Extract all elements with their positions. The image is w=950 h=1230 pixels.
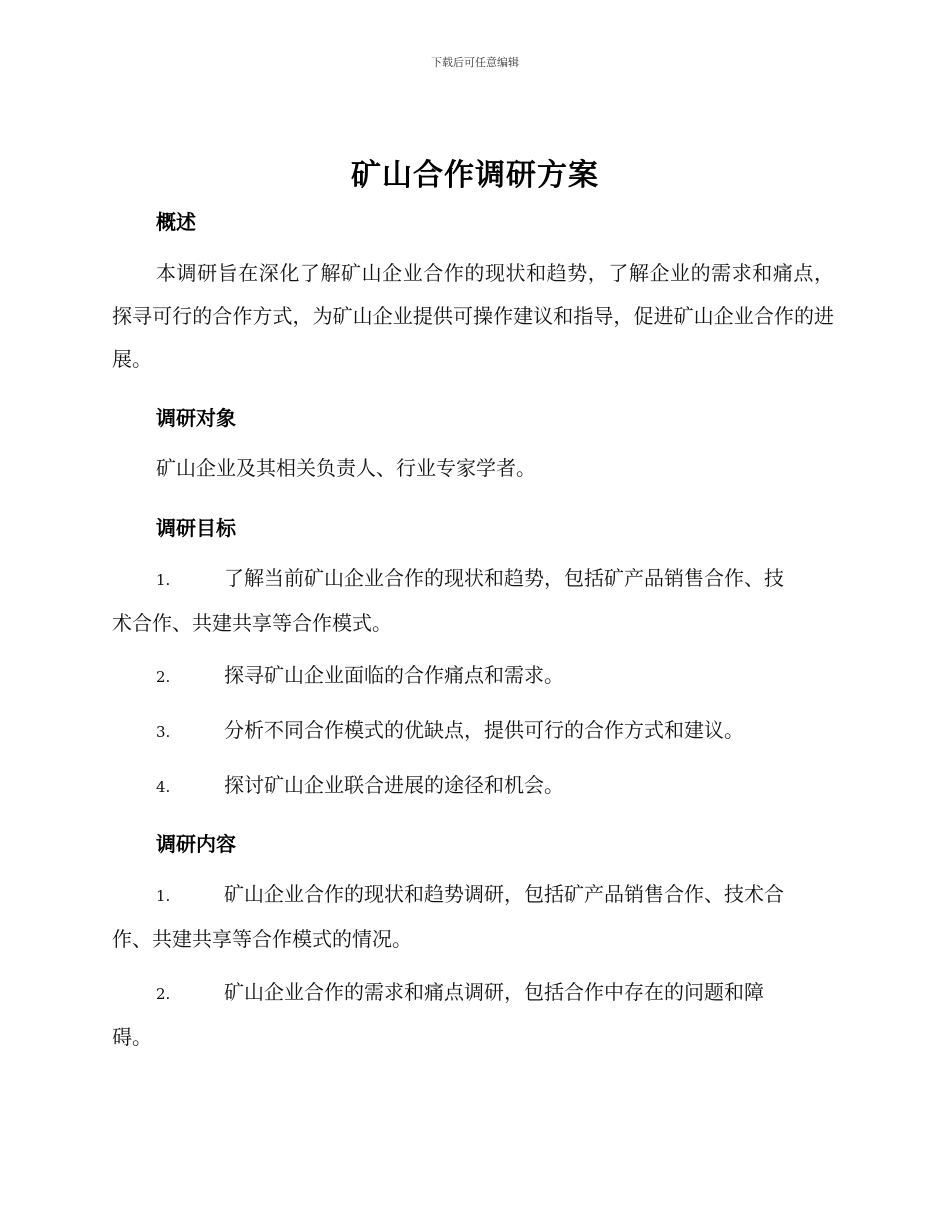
overview-paragraph: 本调研旨在深化了解矿山企业合作的现状和趋势，了解企业的需求和痛点，探寻可行的合作方式，为矿山企业提供可操作建议和指导，促进矿山企业合作的进展。 (112, 261, 834, 371)
goal-item-text: 了解当前矿山企业合作的现状和趋势，包括矿产品销售合作、技 (224, 566, 784, 590)
goal-item-text-continued: 术合作、共建共享等合作模式。 (112, 611, 392, 635)
goal-item-number: 3. (156, 723, 171, 741)
goal-item-number: 2. (156, 668, 171, 686)
content-item-2 (112, 971, 834, 1059)
goal-item-text: 探寻矿山企业面临的合作痛点和需求。 (224, 663, 564, 687)
goal-item-1 (112, 557, 834, 645)
content-item-text-continued: 碍。 (112, 1025, 152, 1049)
goal-item-2 (112, 654, 834, 699)
section-heading-subjects: 调研对象 (156, 406, 236, 430)
content-item-text: 矿山企业合作的需求和痛点调研，包括合作中存在的问题和障 (224, 980, 764, 1004)
section-heading-goals: 调研目标 (156, 516, 236, 540)
subjects-paragraph: 矿山企业及其相关负责人、行业专家学者。 (156, 456, 536, 480)
goal-item-number: 1. (156, 571, 171, 589)
header-note: 下载后可任意编辑 (431, 56, 519, 69)
goal-item-text: 分析不同合作模式的优缺点，提供可行的合作方式和建议。 (224, 718, 744, 742)
content-item-number: 1. (156, 887, 171, 905)
section-heading-overview: 概述 (156, 210, 196, 234)
goal-item-4 (112, 764, 834, 809)
section-heading-content: 调研内容 (156, 832, 236, 856)
goal-item-3 (112, 709, 834, 754)
content-item-text: 矿山企业合作的现状和趋势调研，包括矿产品销售合作、技术合 (224, 882, 784, 906)
content-item-1 (112, 873, 834, 961)
goal-item-text: 探讨矿山企业联合进展的途径和机会。 (224, 773, 564, 797)
page-title: 矿山合作调研方案 (351, 158, 599, 193)
content-item-text-continued: 作、共建共享等合作模式的情况。 (112, 927, 412, 951)
goal-item-number: 4. (156, 778, 171, 796)
content-item-number: 2. (156, 985, 171, 1003)
